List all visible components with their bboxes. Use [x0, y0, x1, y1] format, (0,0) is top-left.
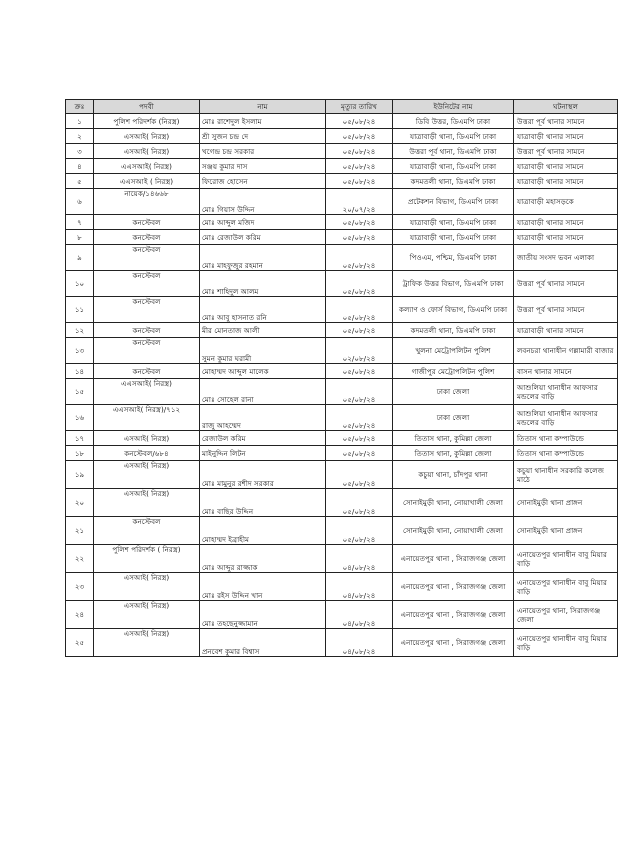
cell-sl: ১৯	[66, 461, 94, 489]
cell-unit: কল্যাণ ও ফোর্স বিভাগ, ডিএমপি ঢাকা	[393, 297, 514, 323]
cell-death-date: ০৫/০৮/২৪	[326, 114, 393, 129]
table-row	[66, 230, 618, 245]
cell-place: যাত্রাবাড়ী থানার সামনে	[514, 215, 618, 230]
table-row	[66, 144, 618, 159]
header-death-date: মৃত্যুর তারিখ	[326, 100, 393, 114]
cell-name: প্রনবেশ কুমার বিশ্বাস	[200, 629, 326, 657]
cell-unit: এনায়েতপুর থানা , সিরাজগঞ্জ জেলা	[393, 573, 514, 601]
cell-place: উত্তরা পূর্ব থানার সামনে	[514, 144, 618, 159]
cell-place: যাত্রাবাড়ী থানার সামনে	[514, 323, 618, 338]
cell-rank: এএসআই ( নিরস্ত্র)	[94, 174, 200, 189]
table-row	[66, 245, 618, 271]
table-row	[66, 129, 618, 144]
table-row	[66, 297, 618, 323]
cell-sl: ৬	[66, 189, 94, 215]
document-page	[65, 99, 614, 657]
table-row	[66, 114, 618, 129]
cell-place: উত্তরা পূর্ব থানার সামনে	[514, 297, 618, 323]
cell-death-date: ০৫/০৮/২৪	[326, 405, 393, 431]
cell-rank: এসআই( নিরস্ত্র)	[94, 573, 200, 601]
cell-place: এনায়েতপুর থানা, সিরাজগঞ্জ জেলা	[514, 601, 618, 629]
cell-place: আশুলিয়া থানাধীন আফসার মন্ডলের বাড়ি	[514, 379, 618, 405]
cell-rank: এসআই( নিরস্ত্র)	[94, 129, 200, 144]
cell-unit: সোনাইমুড়ী থানা, নোয়াখালী জেলা	[393, 517, 514, 545]
cell-sl: ২৫	[66, 629, 94, 657]
cell-death-date: ০২/০৮/২৪	[326, 338, 393, 364]
cell-name: মোঃ রইস উদ্দিন খান	[200, 573, 326, 601]
header-sl: ক্রঃ	[66, 100, 94, 114]
cell-unit: তিতাস থানা, কুমিল্লা জেলা	[393, 446, 514, 461]
table-body	[66, 114, 618, 657]
cell-unit: সোনাইমুড়ী থানা, নোয়াখালী জেলা	[393, 489, 514, 517]
police-casualty-table	[65, 99, 618, 657]
cell-name: মোঃ আব্দুল মজিদ	[200, 215, 326, 230]
cell-rank: এসআই( নিরস্ত্র)	[94, 601, 200, 629]
table-row	[66, 323, 618, 338]
cell-sl: ২৩	[66, 573, 94, 601]
cell-unit: যাত্রাবাড়ী থানা, ডিএমপি ঢাকা	[393, 230, 514, 245]
cell-place: যাত্রাবাড়ী থানার সামনে	[514, 230, 618, 245]
cell-sl: ১৩	[66, 338, 94, 364]
cell-rank: কনস্টেবল	[94, 271, 200, 297]
table-row	[66, 573, 618, 601]
cell-sl: ১	[66, 114, 94, 129]
cell-place: যাত্রাবাড়ী থানার সামনে	[514, 159, 618, 174]
cell-place: জাতীয় সংসদ ভবন এলাকা	[514, 245, 618, 271]
cell-name: মোঃ রেজাউল করিম	[200, 230, 326, 245]
cell-death-date: ০৫/০৮/২৪	[326, 215, 393, 230]
cell-name: সুমন কুমার ঘরামী	[200, 338, 326, 364]
cell-unit: এনায়েতপুর থানা , সিরাজগঞ্জ জেলা	[393, 545, 514, 573]
cell-unit: ডিবি উত্তর, ডিএমপি ঢাকা	[393, 114, 514, 129]
cell-sl: ৩	[66, 144, 94, 159]
cell-unit: কদমতলী থানা, ডিএমপি ঢাকা	[393, 174, 514, 189]
cell-name: মোহাম্মদ ইব্রাহীম	[200, 517, 326, 545]
cell-rank: কনস্টেবল	[94, 215, 200, 230]
cell-death-date: ০৫/০৮/২৪	[326, 446, 393, 461]
cell-rank: এএসআই( নিরস্ত্র)/৭১২	[94, 405, 200, 431]
cell-place: যাত্রাবাড়ী মহাসড়কে	[514, 189, 618, 215]
cell-place: এনায়েতপুর থানাধীন বাবু মিয়ার বাড়ি	[514, 573, 618, 601]
cell-rank: কনস্টেবল	[94, 338, 200, 364]
table-row	[66, 379, 618, 405]
cell-unit: প্রটেকশন বিভাগ, ডিএমপি ঢাকা	[393, 189, 514, 215]
cell-rank: কনস্টেবল/৬৮৪	[94, 446, 200, 461]
cell-unit: ট্রাফিক উত্তর বিভাগ, ডিএমপি ঢাকা	[393, 271, 514, 297]
table-row	[66, 159, 618, 174]
table-row	[66, 431, 618, 446]
cell-rank: কনস্টেবল	[94, 364, 200, 379]
cell-place: যাত্রাবাড়ী থানার সামনে	[514, 129, 618, 144]
cell-sl: ৯	[66, 245, 94, 271]
table-row	[66, 461, 618, 489]
cell-sl: ১৭	[66, 431, 94, 446]
cell-death-date: ০৫/০৮/২৪	[326, 230, 393, 245]
cell-unit: তিতাস থানা, কুমিল্লা জেলা	[393, 431, 514, 446]
cell-death-date: ০৫/০৮/২৪	[326, 431, 393, 446]
cell-unit: যাত্রাবাড়ী থানা, ডিএমপি ঢাকা	[393, 159, 514, 174]
cell-place: উত্তরা পূর্ব থানার সামনে	[514, 114, 618, 129]
cell-sl: ২০	[66, 489, 94, 517]
cell-death-date: ০৪/০৮/২৪	[326, 601, 393, 629]
cell-death-date: ০৫/০৮/২৪	[326, 245, 393, 271]
cell-rank: এসআই( নিরস্ত্র)	[94, 489, 200, 517]
cell-sl: ২	[66, 129, 94, 144]
cell-name: সঞ্জয় কুমার দাস	[200, 159, 326, 174]
cell-rank: এএসআই( নিরস্ত্র)	[94, 379, 200, 405]
cell-sl: ১০	[66, 271, 94, 297]
cell-death-date: ০৫/০৮/২৪	[326, 271, 393, 297]
cell-sl: ৫	[66, 174, 94, 189]
cell-place: সোনাইমুড়ী থানা প্রাঙ্গন	[514, 489, 618, 517]
table-row	[66, 189, 618, 215]
cell-death-date: ০৫/০৮/২৪	[326, 489, 393, 517]
cell-sl: ১২	[66, 323, 94, 338]
cell-death-date: ০৫/০৮/২৪	[326, 517, 393, 545]
cell-rank: এসআই( নিরস্ত্র)	[94, 144, 200, 159]
cell-place: উত্তরা পূর্ব থানার সামনে	[514, 271, 618, 297]
cell-name: খগেন্দ্র চন্দ্র সরকার	[200, 144, 326, 159]
cell-death-date: ০৫/০৮/২৪	[326, 323, 393, 338]
table-row	[66, 489, 618, 517]
table-header-row	[66, 100, 618, 114]
cell-name: রেজাউল করিম	[200, 431, 326, 446]
cell-name: মোঃ বাছির উদ্দিন	[200, 489, 326, 517]
table-row	[66, 405, 618, 431]
cell-place: আশুলিয়া থানাধীন আফসার মন্ডলের বাড়ি	[514, 405, 618, 431]
cell-rank: কনস্টেবল	[94, 297, 200, 323]
cell-sl: ৮	[66, 230, 94, 245]
cell-death-date: ০৪/০৮/২৪	[326, 545, 393, 573]
cell-rank: কনস্টেবল	[94, 323, 200, 338]
cell-sl: ১৬	[66, 405, 94, 431]
cell-unit: কদমতলী থানা, ডিএমপি ঢাকা	[393, 323, 514, 338]
cell-name: মোঃ আব্দুর রাজ্জাক	[200, 545, 326, 573]
header-rank: পদবী	[94, 100, 200, 114]
cell-place: তিতাস থানা কম্পাউন্ডে	[514, 431, 618, 446]
header-name: নাম	[200, 100, 326, 114]
cell-death-date: ০৫/০৮/২৪	[326, 364, 393, 379]
cell-place: বাসন থানার সামনে	[514, 364, 618, 379]
cell-name: রাজু আহম্মেদ	[200, 405, 326, 431]
table-row	[66, 629, 618, 657]
cell-place: সোনাইমুড়ী থানা প্রাঙ্গন	[514, 517, 618, 545]
cell-death-date: ০৪/০৮/২৪	[326, 573, 393, 601]
cell-rank: এসআই( নিরস্ত্র)	[94, 629, 200, 657]
cell-unit: যাত্রাবাড়ী থানা, ডিএমপি ঢাকা	[393, 129, 514, 144]
table-row	[66, 545, 618, 573]
cell-name: মোঃ গিয়াস উদ্দিন	[200, 189, 326, 215]
cell-place: এনায়েতপুর থানাধীন বাবু মিয়ার বাড়ি	[514, 629, 618, 657]
cell-death-date: ০৫/০৮/২৪	[326, 129, 393, 144]
cell-name: মোঃ শাহিদুল আলম	[200, 271, 326, 297]
cell-death-date: ০৪/০৮/২৪	[326, 629, 393, 657]
cell-rank: কনস্টেবল	[94, 245, 200, 271]
cell-unit: ঢাকা জেলা	[393, 405, 514, 431]
cell-name: ফিরোজ হোসেন	[200, 174, 326, 189]
table-row	[66, 174, 618, 189]
cell-unit: উত্তরা পূর্ব থানা, ডিএমপি ঢাকা	[393, 144, 514, 159]
cell-name: মোঃ রাশেদুল ইসলাম	[200, 114, 326, 129]
cell-place: লবনচরা থানাধীন গল্লামারী বাজার	[514, 338, 618, 364]
cell-name: মোঃ মাহফুজুর রহমান	[200, 245, 326, 271]
cell-death-date: ০৫/০৮/২৪	[326, 159, 393, 174]
cell-place: কচুয়া থানাধীন সরকারি কলেজ মাঠে	[514, 461, 618, 489]
cell-death-date: ০৫/০৮/২৪	[326, 461, 393, 489]
cell-unit: এনায়েতপুর থানা , সিরাজগঞ্জ জেলা	[393, 601, 514, 629]
header-unit: ইউনিটের নাম	[393, 100, 514, 114]
cell-sl: ৭	[66, 215, 94, 230]
cell-place: তিতাস থানা কম্পাউন্ডে	[514, 446, 618, 461]
cell-death-date: ০৫/০৮/২৪	[326, 144, 393, 159]
cell-name: মোঃ মামুনুর রশীদ সরকার	[200, 461, 326, 489]
cell-rank: কনস্টেবল	[94, 517, 200, 545]
header-place: ঘটনাস্থল	[514, 100, 618, 114]
table-row	[66, 517, 618, 545]
cell-name: মোঃ সোহেল রানা	[200, 379, 326, 405]
cell-unit: যাত্রাবাড়ী থানা, ডিএমপি ঢাকা	[393, 215, 514, 230]
cell-sl: ১৮	[66, 446, 94, 461]
cell-sl: ১১	[66, 297, 94, 323]
cell-death-date: ০৫/০৮/২৪	[326, 174, 393, 189]
cell-unit: খুলনা মেট্রোপলিটন পুলিশ	[393, 338, 514, 364]
cell-sl: ৪	[66, 159, 94, 174]
cell-name: মোহাম্মদ আব্দুল মালেক	[200, 364, 326, 379]
cell-rank: এসআই( নিরস্ত্র)	[94, 461, 200, 489]
cell-unit: পিওএম, পশ্চিম, ডিএমপি ঢাকা	[393, 245, 514, 271]
cell-name: মাইনুদ্দিন লিটন	[200, 446, 326, 461]
cell-sl: ২৪	[66, 601, 94, 629]
cell-unit: কচুয়া থানা, চাঁদপুর থানা	[393, 461, 514, 489]
cell-unit: এনায়েতপুর থানা , সিরাজগঞ্জ জেলা	[393, 629, 514, 657]
table-row	[66, 271, 618, 297]
cell-rank: পুলিশ পরিদর্শক (নিরস্ত্র)	[94, 114, 200, 129]
table-row	[66, 601, 618, 629]
cell-death-date: ২০/০৭/২৪	[326, 189, 393, 215]
cell-name: মীর মোনতাজ আলী	[200, 323, 326, 338]
cell-name: মোঃ তহছেনুজ্জামান	[200, 601, 326, 629]
cell-place: যাত্রাবাড়ী থানার সামনে	[514, 174, 618, 189]
cell-name: শ্রী সুজন চন্দ্র দে	[200, 129, 326, 144]
table-row	[66, 446, 618, 461]
table-row	[66, 215, 618, 230]
cell-unit: ঢাকা জেলা	[393, 379, 514, 405]
cell-place: এনায়েতপুর থানাধীন বাবু মিয়ার বাড়ি	[514, 545, 618, 573]
cell-name: মোঃ আবু হাসনাত রনি	[200, 297, 326, 323]
cell-rank: নায়েক/১৪৬৬৮	[94, 189, 200, 215]
cell-rank: এসআই( নিরস্ত্র)	[94, 431, 200, 446]
cell-rank: কনস্টেবল	[94, 230, 200, 245]
cell-sl: ১৪	[66, 364, 94, 379]
table-row	[66, 338, 618, 364]
cell-sl: ২১	[66, 517, 94, 545]
cell-death-date: ০৫/০৮/২৪	[326, 297, 393, 323]
cell-death-date: ০৫/০৮/২৪	[326, 379, 393, 405]
cell-rank: এএসআই( নিরস্ত্র)	[94, 159, 200, 174]
table-row	[66, 364, 618, 379]
cell-sl: ২২	[66, 545, 94, 573]
cell-sl: ১৫	[66, 379, 94, 405]
cell-rank: পুলিশ পরিদর্শক ( নিরস্ত্র)	[94, 545, 200, 573]
cell-unit: গাজীপুর মেট্রোপলিটন পুলিশ	[393, 364, 514, 379]
